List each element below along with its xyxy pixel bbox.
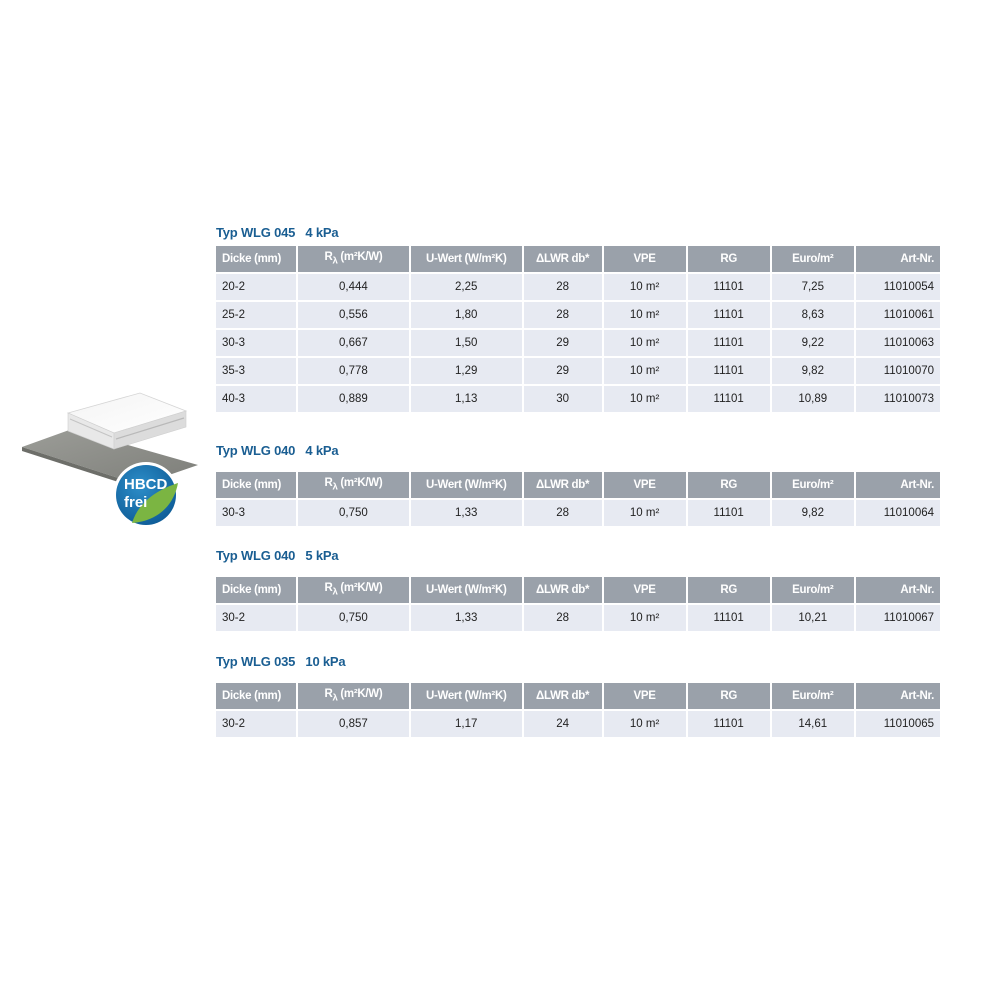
section-wlg040-5kpa	[216, 545, 941, 633]
cell-vpe: 10 m²	[604, 274, 686, 300]
col-vpe: VPE	[604, 683, 686, 709]
col-rg: RG	[688, 577, 770, 603]
col-dicke: Dicke (mm)	[216, 472, 296, 498]
r-sub: λ	[332, 255, 338, 267]
section-wlg045-4kpa	[216, 222, 941, 414]
col-uwert: U-Wert (W/m²K)	[411, 246, 522, 272]
table-row	[216, 330, 940, 356]
col-euro: Euro/m²	[772, 246, 854, 272]
cell-euro: 9,22	[772, 330, 854, 356]
section-title: Typ WLG 035 10 kPa	[216, 654, 346, 669]
table-row	[216, 605, 940, 631]
r-sub: λ	[332, 692, 338, 704]
cell-euro: 9,82	[772, 358, 854, 384]
col-rg: RG	[688, 246, 770, 272]
product-visual	[20, 385, 200, 545]
cell-lwr: 29	[524, 358, 602, 384]
col-vpe: VPE	[604, 246, 686, 272]
cell-vpe: 10 m²	[604, 386, 686, 412]
cell-euro: 8,63	[772, 302, 854, 328]
col-euro: Euro/m²	[772, 472, 854, 498]
cell-r: 0,857	[298, 711, 409, 737]
cell-lwr: 28	[524, 500, 602, 526]
col-vpe: VPE	[604, 577, 686, 603]
r-prefix: R	[324, 688, 333, 701]
cell-rg: 11101	[688, 500, 770, 526]
cell-lwr: 28	[524, 302, 602, 328]
cell-vpe: 10 m²	[604, 711, 686, 737]
col-vpe: VPE	[604, 472, 686, 498]
cell-lwr: 24	[524, 711, 602, 737]
cell-rg: 11101	[688, 302, 770, 328]
cell-lwr: 28	[524, 274, 602, 300]
cell-rg: 11101	[688, 330, 770, 356]
cell-dicke: 35-3	[216, 358, 296, 384]
cell-vpe: 10 m²	[604, 605, 686, 631]
cell-dicke: 30-3	[216, 500, 296, 526]
col-rg: RG	[688, 472, 770, 498]
col-art: Art-Nr.	[856, 246, 940, 272]
cell-vpe: 10 m²	[604, 302, 686, 328]
cell-rg: 11101	[688, 711, 770, 737]
col-lwr: ΔLWR db*	[524, 683, 602, 709]
section-wlg040-4kpa	[216, 440, 941, 528]
cell-rg: 11101	[688, 358, 770, 384]
cell-r: 0,750	[298, 500, 409, 526]
col-art: Art-Nr.	[856, 683, 940, 709]
cell-dicke: 40-3	[216, 386, 296, 412]
cell-dicke: 30-3	[216, 330, 296, 356]
table-row	[216, 302, 940, 328]
r-sub: λ	[332, 586, 338, 598]
spec-table	[214, 681, 942, 739]
spec-table	[214, 244, 942, 414]
col-rg: RG	[688, 683, 770, 709]
cell-r: 0,889	[298, 386, 409, 412]
cell-rg: 11101	[688, 386, 770, 412]
r-sub: λ	[332, 481, 338, 493]
cell-uwert: 2,25	[411, 274, 522, 300]
cell-r: 0,556	[298, 302, 409, 328]
cell-euro: 7,25	[772, 274, 854, 300]
cell-art: 11010064	[856, 500, 940, 526]
col-lwr: ΔLWR db*	[524, 472, 602, 498]
table-row	[216, 711, 940, 737]
section-title: Typ WLG 040 4 kPa	[216, 443, 339, 458]
cell-uwert: 1,33	[411, 500, 522, 526]
section-title: Typ WLG 045 4 kPa	[216, 225, 339, 240]
r-suffix: (m²K/W)	[337, 688, 383, 701]
cell-rg: 11101	[688, 274, 770, 300]
col-r-lambda	[298, 472, 409, 498]
cell-uwert: 1,50	[411, 330, 522, 356]
cell-art: 11010070	[856, 358, 940, 384]
header-row	[216, 472, 940, 498]
col-lwr: ΔLWR db*	[524, 246, 602, 272]
col-art: Art-Nr.	[856, 577, 940, 603]
col-euro: Euro/m²	[772, 577, 854, 603]
cell-r: 0,444	[298, 274, 409, 300]
col-lwr: ΔLWR db*	[524, 577, 602, 603]
cell-art: 11010065	[856, 711, 940, 737]
header-row	[216, 577, 940, 603]
cell-lwr: 30	[524, 386, 602, 412]
cell-dicke: 30-2	[216, 711, 296, 737]
col-dicke: Dicke (mm)	[216, 683, 296, 709]
r-prefix: R	[324, 582, 333, 595]
spec-table	[214, 575, 942, 633]
cell-r: 0,750	[298, 605, 409, 631]
r-suffix: (m²K/W)	[337, 582, 383, 595]
cell-lwr: 28	[524, 605, 602, 631]
badge-line2: frei	[124, 494, 148, 511]
insulation-board-image	[20, 385, 200, 545]
col-r-lambda	[298, 577, 409, 603]
section-title: Typ WLG 040 5 kPa	[216, 548, 339, 563]
cell-r: 0,667	[298, 330, 409, 356]
table-row	[216, 500, 940, 526]
cell-r: 0,778	[298, 358, 409, 384]
table-row	[216, 386, 940, 412]
col-dicke: Dicke (mm)	[216, 577, 296, 603]
spec-table	[214, 470, 942, 528]
cell-uwert: 1,29	[411, 358, 522, 384]
col-r-lambda	[298, 246, 409, 272]
header-row	[216, 683, 940, 709]
cell-euro: 10,21	[772, 605, 854, 631]
cell-uwert: 1,80	[411, 302, 522, 328]
cell-art: 11010063	[856, 330, 940, 356]
cell-vpe: 10 m²	[604, 500, 686, 526]
r-suffix: (m²K/W)	[337, 251, 383, 264]
cell-lwr: 29	[524, 330, 602, 356]
r-prefix: R	[324, 251, 333, 264]
col-euro: Euro/m²	[772, 683, 854, 709]
cell-euro: 10,89	[772, 386, 854, 412]
cell-art: 11010073	[856, 386, 940, 412]
r-suffix: (m²K/W)	[337, 477, 383, 490]
table-row	[216, 358, 940, 384]
cell-dicke: 25-2	[216, 302, 296, 328]
cell-dicke: 30-2	[216, 605, 296, 631]
cell-uwert: 1,33	[411, 605, 522, 631]
badge-line1: HBCD	[124, 476, 168, 493]
table-row	[216, 274, 940, 300]
cell-art: 11010061	[856, 302, 940, 328]
col-r-lambda	[298, 683, 409, 709]
cell-vpe: 10 m²	[604, 358, 686, 384]
col-dicke: Dicke (mm)	[216, 246, 296, 272]
cell-art: 11010067	[856, 605, 940, 631]
col-uwert: U-Wert (W/m²K)	[411, 683, 522, 709]
r-prefix: R	[324, 477, 333, 490]
cell-vpe: 10 m²	[604, 330, 686, 356]
cell-uwert: 1,13	[411, 386, 522, 412]
cell-dicke: 20-2	[216, 274, 296, 300]
cell-euro: 14,61	[772, 711, 854, 737]
section-wlg035-10kpa	[216, 651, 941, 739]
cell-uwert: 1,17	[411, 711, 522, 737]
col-art: Art-Nr.	[856, 472, 940, 498]
hbcd-frei-badge	[113, 462, 179, 528]
col-uwert: U-Wert (W/m²K)	[411, 472, 522, 498]
cell-art: 11010054	[856, 274, 940, 300]
col-uwert: U-Wert (W/m²K)	[411, 577, 522, 603]
cell-rg: 11101	[688, 605, 770, 631]
cell-euro: 9,82	[772, 500, 854, 526]
header-row	[216, 246, 940, 272]
